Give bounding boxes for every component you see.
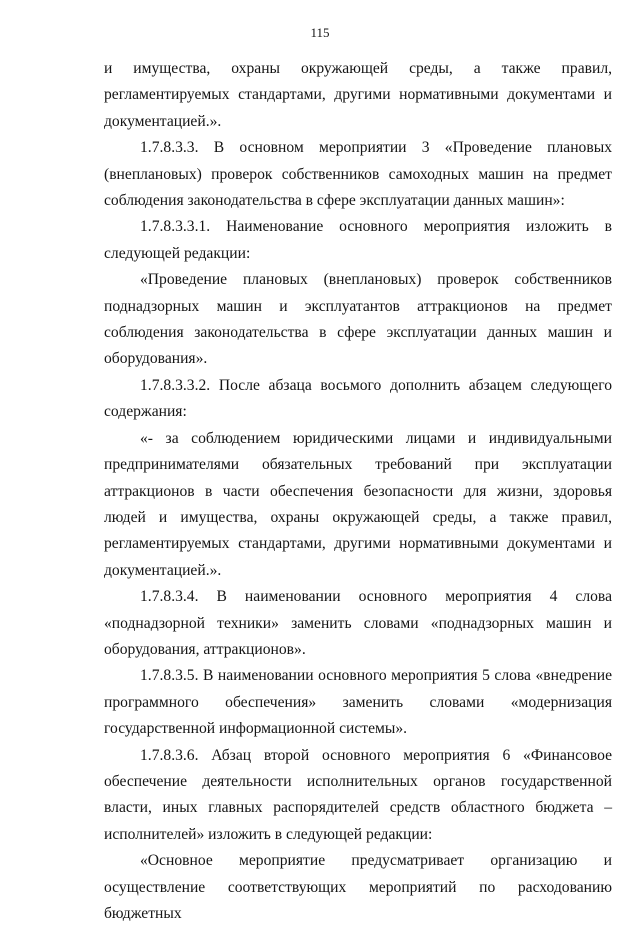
paragraph-1-7-8-3-4: 1.7.8.3.4. В наименовании основного мероприятия 4 слова «поднадзорной техники» заменить словами «поднадзорных машин и оборудования, аттракционов».: [104, 588, 612, 658]
paragraph-1-7-8-3-3-2: 1.7.8.3.3.2. После абзаца восьмого дополнить абзацем следующего содержания:: [104, 376, 612, 421]
paragraph-1-7-8-3-5: 1.7.8.3.5. В наименовании основного мероприятия 5 слова «внедрение программного обеспечения» заменить словами «модернизация государственной информационной системы».: [104, 667, 612, 738]
paragraph-1-7-8-3-6: 1.7.8.3.6. Абзац второй основного мероприятия 6 «Финансовое обеспечение деятельности исполнительных органов государственной власти, иных главных распорядителей средств областного бюджета – исполнителей» изложить в следующей редакции:: [104, 746, 612, 843]
paragraph-1-7-8-3-3: 1.7.8.3.3. В основном мероприятии 3 «Проведение плановых (внеплановых) проверок собственников самоходных машин на предмет соблюдения законодательства в сфере эксплуатации данных машин»:: [104, 139, 612, 210]
document-body: [104, 56, 612, 927]
paragraph-quoted-title: «Проведение плановых (внеплановых) проверок собственников поднадзорных машин и эксплуатантов аттракционов на предмет соблюдения законодательства в сфере эксплуатации данных машин и оборудования».: [104, 271, 612, 368]
page-number: 115: [310, 25, 330, 40]
paragraph-quoted-addition: «- за соблюдением юридическими лицами и индивидуальными предпринимателями обязательных требований при эксплуатации аттракционов в части обеспечения безопасности для жизни, здоровья людей и имущества, охраны окружающей среды, а также правил, регламентируемых стандартами, другими нормативными документами и документацией.».: [104, 429, 612, 579]
paragraph-quoted-main-activity: «Основное мероприятие предусматривает организацию и осуществление соответствующих мероприятий по расходованию бюджетных: [104, 852, 612, 922]
paragraph-continuation: и имущества, охраны окружающей среды, а также правил, регламентируемых стандартами, другими нормативными документами и документацией.».: [104, 60, 612, 130]
paragraph-1-7-8-3-3-1: 1.7.8.3.3.1. Наименование основного мероприятия изложить в следующей редакции:: [104, 218, 612, 262]
